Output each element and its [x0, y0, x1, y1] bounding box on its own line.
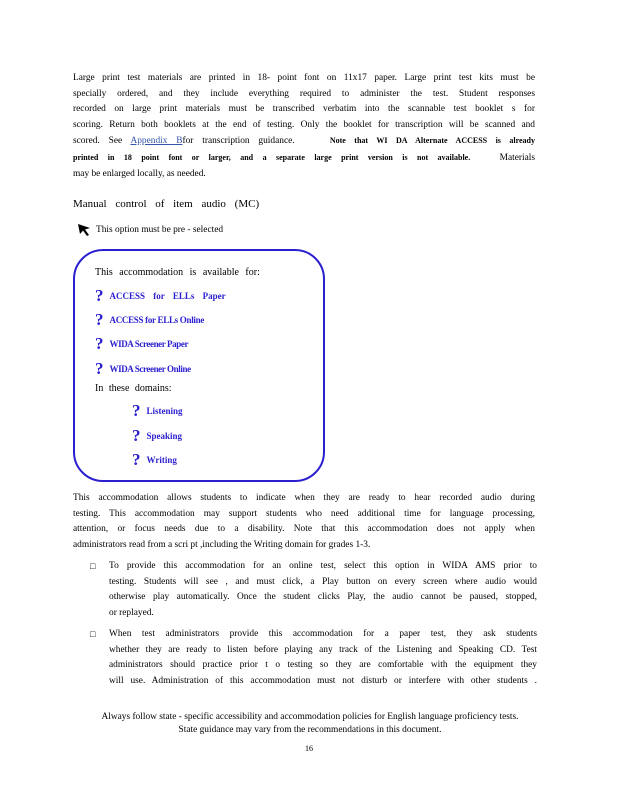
- materials-word: Materials: [499, 152, 536, 163]
- list-item-line: or replayed.: [109, 607, 154, 618]
- intro-line: may be enlarged locally, as needed.: [73, 168, 206, 179]
- description-paragraph: [73, 491, 535, 553]
- intro-line: [73, 133, 535, 150]
- list-item-line: whether they are ready to listen before playing any track of the Listening and Speaking CD. Test: [109, 644, 537, 655]
- intro-line-suffix: for transcription guidance.: [182, 136, 295, 147]
- test-item-screener-paper: [95, 335, 188, 352]
- list-item-paper: [109, 627, 537, 689]
- bullet-icon: ?: [95, 310, 104, 329]
- bullet-icon: ?: [132, 401, 141, 420]
- description-line: This accommodation allows students to indicate when they are ready to hear recorded audio during: [73, 493, 535, 503]
- section-heading: Manual control of item audio (MC): [73, 198, 260, 210]
- alternate-access-note: Note that WI DA Alternate ACCESS is already: [329, 136, 536, 146]
- preselect-note: This option must be pre - selected: [96, 225, 224, 235]
- domain-item-label: Speaking: [146, 430, 183, 441]
- description-line: testing. This accommodation may support students who need additional time for language processing,: [73, 508, 535, 519]
- list-bullet-icon: □: [90, 561, 96, 571]
- intro-line: scoring. Return both booklets at the end of testing. Only the booklet for transcription will be scanned and: [73, 119, 535, 130]
- list-item-line: When test administrators provide this accommodation for a paper test, they ask students: [109, 629, 537, 639]
- list-item-online: [109, 559, 537, 621]
- appendix-b-link[interactable]: Appendix B: [130, 136, 183, 147]
- availability-box: [73, 249, 325, 482]
- footer-line: Always follow state - specific accessibility and accommodation policies for English language proficiency tests.: [101, 712, 519, 722]
- list-item-line: testing. Students will see , and must click, a Play button on every screen where audio would: [109, 576, 537, 587]
- description-line: attention, or focus needs due to a disability. Note that this accommodation does not apply when: [73, 524, 535, 535]
- page-number: 16: [305, 744, 313, 753]
- bullet-icon: ?: [132, 426, 141, 445]
- list-item-line: To provide this accommodation for an online test, select this option in WIDA AMS prior to: [109, 561, 537, 571]
- intro-line: Large print test materials are printed in 18- point font on 11x17 paper. Large print test kits must be: [73, 73, 535, 83]
- intro-line: [73, 150, 535, 167]
- list-bullet-icon: □: [90, 629, 96, 639]
- list-item-line: will use. Administration of this accommodation must not disturb or interfere with other students .: [109, 675, 537, 686]
- test-item-screener-online: [95, 360, 191, 377]
- domains-label: In these domains:: [95, 383, 172, 394]
- intro-line: specially ordered, and they include everything required to administer the test. Student responses: [73, 88, 535, 99]
- large-print-note: printed in 18 point font or larger, and a separate large print version is not available.: [73, 152, 471, 162]
- test-item-label: WIDA Screener Online: [109, 363, 191, 374]
- bullet-icon: ?: [95, 334, 104, 353]
- availability-title: This accommodation is available for:: [95, 267, 260, 278]
- description-line: administrators read from a scri pt ,including the Writing domain for grades 1-3.: [73, 539, 371, 550]
- domain-item-writing: [132, 451, 177, 468]
- domain-item-label: Listening: [146, 405, 183, 416]
- bullet-icon: ?: [95, 359, 104, 378]
- test-item-label: ACCESS for ELLs Online: [109, 314, 205, 325]
- domain-item-label: Writing: [146, 454, 177, 465]
- domain-item-listening: [132, 402, 183, 419]
- page-footer: [60, 711, 560, 737]
- test-item-access-paper: [95, 287, 226, 304]
- test-item-access-online: [95, 311, 204, 328]
- cursor-arrow-icon: [77, 223, 93, 237]
- intro-line-prefix: scored. See: [73, 136, 131, 147]
- test-item-label: WIDA Screener Paper: [109, 338, 189, 349]
- preselect-note-row: [77, 223, 223, 237]
- list-item-line: administrators should practice prior t o testing so they are comfortable with the equipment they: [109, 660, 537, 671]
- domain-item-speaking: [132, 427, 182, 444]
- test-item-label: ACCESS for ELLs Paper: [109, 290, 226, 301]
- list-item-line: otherwise play automatically. Once the student clicks Play, the audio cannot be paused, stopped,: [109, 592, 537, 603]
- footer-line: State guidance may vary from the recommendations in this document.: [178, 725, 442, 735]
- intro-paragraph: [73, 71, 535, 182]
- intro-line: recorded on large print materials must be transcribed verbatim into the scannable test booklet s for: [73, 104, 535, 115]
- bullet-icon: ?: [132, 450, 141, 469]
- bullet-icon: ?: [95, 286, 104, 305]
